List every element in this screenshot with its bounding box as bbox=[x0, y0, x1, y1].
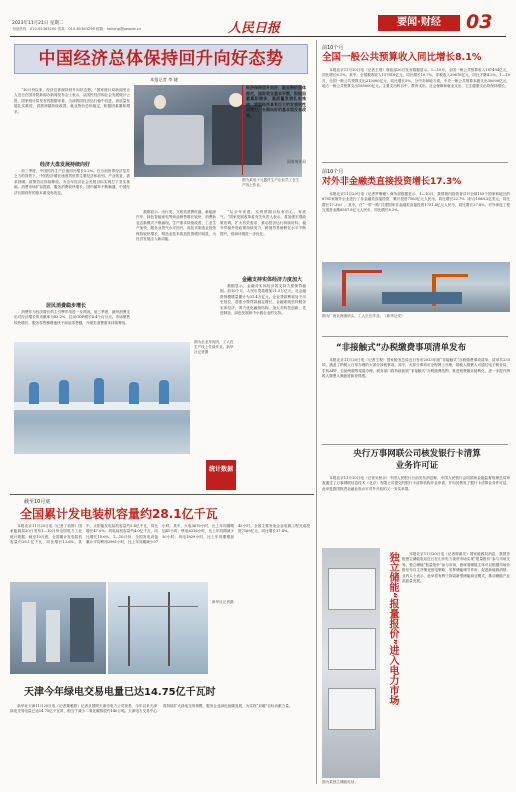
stats-logo-text: 统计数据 bbox=[208, 466, 233, 473]
bs3-headline: 天津今年绿电交易电量已达14.75亿千瓦时 bbox=[24, 687, 216, 698]
main-body-2: 消费作为经济增长的主引擎作用进一步巩固。前三季度，最终消费支出对经济增长的贡献率为83.2%，拉动GDP增长4.4个百分点。市场销售较快增长，服务零售额增速快于商品零售额，升级类消费需求持续释放。 bbox=[14, 310, 130, 325]
stats-logo bbox=[206, 460, 236, 490]
bottom-story-1 bbox=[10, 498, 314, 580]
rs4-body: 本报北京11月20日电（记者吴秋余）中国人民银行日前发布消息称，中国人民银行会同国家金融监督管理总局审查通过了万事网联信息技术（北京）有限公司提交的银行卡清算机构开业申请，并向其核发了银行卡清算业务许可证。此举是我国推进金融业高水平对外开放的又一务实举措。 bbox=[322, 476, 510, 491]
subhead-2: 居民消费稳步增长 bbox=[46, 303, 87, 309]
bs3-body: 新华社天津11月20日电（记者栗雅婷）记者从国网天津市电力公司获悉，今年以来天津绿电交易电量已达14.75亿千瓦时，相当于减少二氧化碳排放约140万吨。天津电力交易中心将持续扩大绿电交易规模，服务企业绿色低碳发展，为实现“双碳”目标贡献力量。 bbox=[10, 704, 293, 714]
bs1-body: 本报北京11月20日电（记者丁怡婷）国家能源局20日发布1—10月份全国电力工业统计数据。截至10月底，全国累计发电装机容量约28.1亿千瓦，同比增长12.6%。其中，太阳能发电装机容量约5.4亿千瓦，同比增长47.0%；风电装机容量约4.0亿千瓦，同比增长15.6%。1—10月份，全国发电设备累计平均利用2981小时，比上年同期减少97小时。其中，火电3676小时，比上年同期增加41小时；核电6316小时，比上年同期减少50小时；风电1829小时，比上年同期增加45小时。全国主要发电企业电源工程完成投资7160亿元，同比增长37.4%。 bbox=[10, 524, 310, 545]
bs2-body: 本报北京11月20日电（记者廖睿灵）国家能源局消息，我国首批独立储能电站近日在山东电力现货市场实现“报量报价”参与市场交易。独立储能“报量报价”参与市场，意味着储能主体可以根据市场价格信号自主决策充放电策略，发挥储能调节作用，促进新能源消纳。业内人士表示，此举将有利于探索新型储能商业模式，推动储能产业高质量发展。 bbox=[402, 552, 510, 584]
quote-text: 经济保持回升向好，就业物价总体稳定，国际收支基本平衡，积极因素累积增多，高质量发展扎实推进，我国经济具有巨大的发展韧性和潜力，长期向好的基本面没有改变。 bbox=[246, 85, 306, 118]
main-body-1: 前三季度，中国国内生产总值同比增长5.2%。在当前世界经济复苏乏力的背景下，中国经济增长速度居世界主要经济体前列。产业恢复、需求回暖、政策效应持续释放，为全年经济社会发展目标实现打下坚实基础。消费市场扩容提质，服务消费较快增长，国内循环不断畅通，中国经济长期向好的基本面没有改变。 bbox=[14, 169, 130, 195]
page-number: 03 bbox=[466, 11, 493, 33]
main-title-box bbox=[14, 44, 308, 74]
right-story-3 bbox=[322, 340, 510, 444]
photo1-caption: 图为某电子元器件生产企业员工在生产线上作业。 bbox=[242, 178, 300, 188]
port-photo bbox=[322, 262, 510, 312]
masthead-contact: 刊登热线：010-65363200 传真：010-65363299 邮箱：heilong@people.cn bbox=[12, 27, 142, 31]
bottom-story-3 bbox=[10, 680, 314, 788]
quote-author: 国家统计局 bbox=[287, 159, 306, 164]
rs3-headline: “非接触式”办税缴费事项清单发布 bbox=[336, 343, 467, 353]
main-col-3: “从全年来看，实现预期目标有信心、有底气。”国家发展改革委有关负责人表示，将加强宏观政策协调，扩大有效需求，推动经济运行持续好转。稳外贸稳外资政策持续发力，跨境贸易便利化水平不断提升，营商环境进一步优化。 bbox=[220, 210, 306, 236]
column-divider bbox=[316, 40, 317, 784]
grid-photo bbox=[108, 582, 208, 674]
main-byline: 本报记者 李 婕 bbox=[150, 77, 178, 82]
quote-box bbox=[242, 85, 306, 175]
rs-divider-3 bbox=[322, 444, 508, 445]
main-headline: 中国经济总体保持回升向好态势 bbox=[38, 49, 284, 69]
rs4-headline: 央行万事网联公司核发银行卡清算业务许可证 bbox=[353, 449, 481, 471]
masthead bbox=[0, 0, 516, 38]
right-story-2 bbox=[322, 166, 510, 336]
bs1-photo-caption: 新华社记者摄 bbox=[212, 600, 234, 604]
bs2-headline: 独立储能“报量报价”进入电力市场 bbox=[387, 552, 398, 706]
power-plant-photo bbox=[10, 582, 106, 674]
rs2-headline: 对外非金融类直接投资增长17.3% bbox=[322, 177, 462, 187]
storage-photo bbox=[322, 548, 380, 778]
rs1-headline: 全国一般公共预算收入同比增长8.1% bbox=[322, 52, 482, 63]
section-title: 要闻·财经 bbox=[378, 15, 460, 31]
rs2-body: 本报北京11月20日电（记者罗珊珊）商务部数据显示，1—10月，我国境内投资者共对全球155个国家和地区的6781家境外企业进行了非金融类直接投资，累计投资7563亿元人民币，同比增长22.7%（折合1068.2亿美元，同比增长17.3%）。其中，在“一带一路”共建国家非金融类直接投资1751.4亿元人民币，同比增长27.8%。对外承包工程完成营业额8587.8亿元人民币，同比增长8.2%。 bbox=[322, 192, 510, 213]
masthead-rule bbox=[10, 36, 506, 37]
right-story-1 bbox=[322, 42, 510, 160]
bottom-story-2 bbox=[322, 548, 510, 788]
rs2-photo-caption: 图为广西北海港码头，工人正在作业。（新华社发） bbox=[322, 314, 405, 318]
rs-divider-1 bbox=[322, 162, 508, 163]
photo2-caption: 图为企业车间内，工人在生产线上忙碌作业。新华社记者摄 bbox=[194, 340, 234, 355]
right-story-4 bbox=[322, 448, 510, 548]
subhead-1: 经济大盘发展持续向好 bbox=[40, 162, 91, 168]
factory-photo-2 bbox=[14, 342, 190, 454]
rs-divider-2 bbox=[322, 336, 508, 337]
section-divider bbox=[10, 494, 314, 495]
subhead-3: 金融支持实体经济力度加大 bbox=[242, 277, 303, 283]
bs1-kicker: 截至10月底 bbox=[24, 499, 51, 505]
main-col-2: 数据显示，出行类、文旅类消费旺盛，新能源汽车、绿色智能家电等商品销售增长较快，消费新业态新模式不断涌现。生产需求持续改善，工业生产加快，服务业景气水平回升，高技术制造业投资保持较快增长，制造业技术改造投资增长明显，为经济发展注入新动能。 bbox=[136, 210, 216, 242]
masthead-date: 2023年11月21日 星期二 bbox=[12, 21, 64, 26]
rs2-kicker: 前10个月 bbox=[322, 169, 344, 175]
main-story bbox=[10, 40, 310, 492]
main-body-3: 数据显示，金融对实体经济的支持力度保持稳固。前10个月，人民币贷款增加21.5万亿元，社会融资规模增量累计为31.4万亿元。企业贷款利率处于历史低位，普惠小微贷款稳定增长。金融系统坚持服务实体经济，着力优化融资结构，加大对科技创新、先进制造、绿色发展和中小微企业的支持。 bbox=[220, 284, 306, 316]
rs1-kicker: 前10个月 bbox=[322, 45, 344, 51]
main-intro: “10月份以来，经济总体保持回升向好态势。”国家统计局新闻发言人近日在国务院新闻办新闻发布会上表示，从国民经济和社会发展统计公报、国家统计局发布的数据来看，当前我国经济运行稳中有进，高质量发展扎实推进，供需两端持续改善，就业物价总体稳定，积极因素累积增多。 bbox=[14, 88, 130, 114]
newspaper-logo: 人民日报 bbox=[228, 21, 281, 36]
bs2-photo-caption: 图为某独立储能电站。 bbox=[322, 780, 358, 784]
rs1-body: 本报北京11月20日电（记者王观）财政部20日发布数据显示，1—10月，全国一般公共预算收入187494亿元，同比增长8.1%。其中，全国税收收入157818亿元，同比增长10.7%；非税收入29676亿元，同比下降4.2%。1—10月，全国一般公共预算支出215000亿元，同比增长5%。分中央和地方看，中央一般公共预算本级支出30000亿元，地方一般公共预算支出185000亿元。主要支出科目中，教育支出、社会保障和就业支出、卫生健康支出均保持增长。 bbox=[322, 68, 510, 89]
rs3-body: 本报北京11月20日电（记者王观）国家税务总局近日发布2023年版“非接触式”办税缴费事项清单，清单共233项，涵盖了纳税人日常办理的大部分涉税事项。其中，大部分事项可全程网上办理，纳税人缴费人可通过电子税务局、手机APP、自助终端等渠道办理。税务部门将持续拓展“非接触式”办税缴费范围，推进税费服务便利化，进一步提升纳税人缴费人满意度和获得感。 bbox=[322, 358, 510, 379]
bs1-headline: 全国累计发电装机容量约28.1亿千瓦 bbox=[20, 507, 218, 521]
